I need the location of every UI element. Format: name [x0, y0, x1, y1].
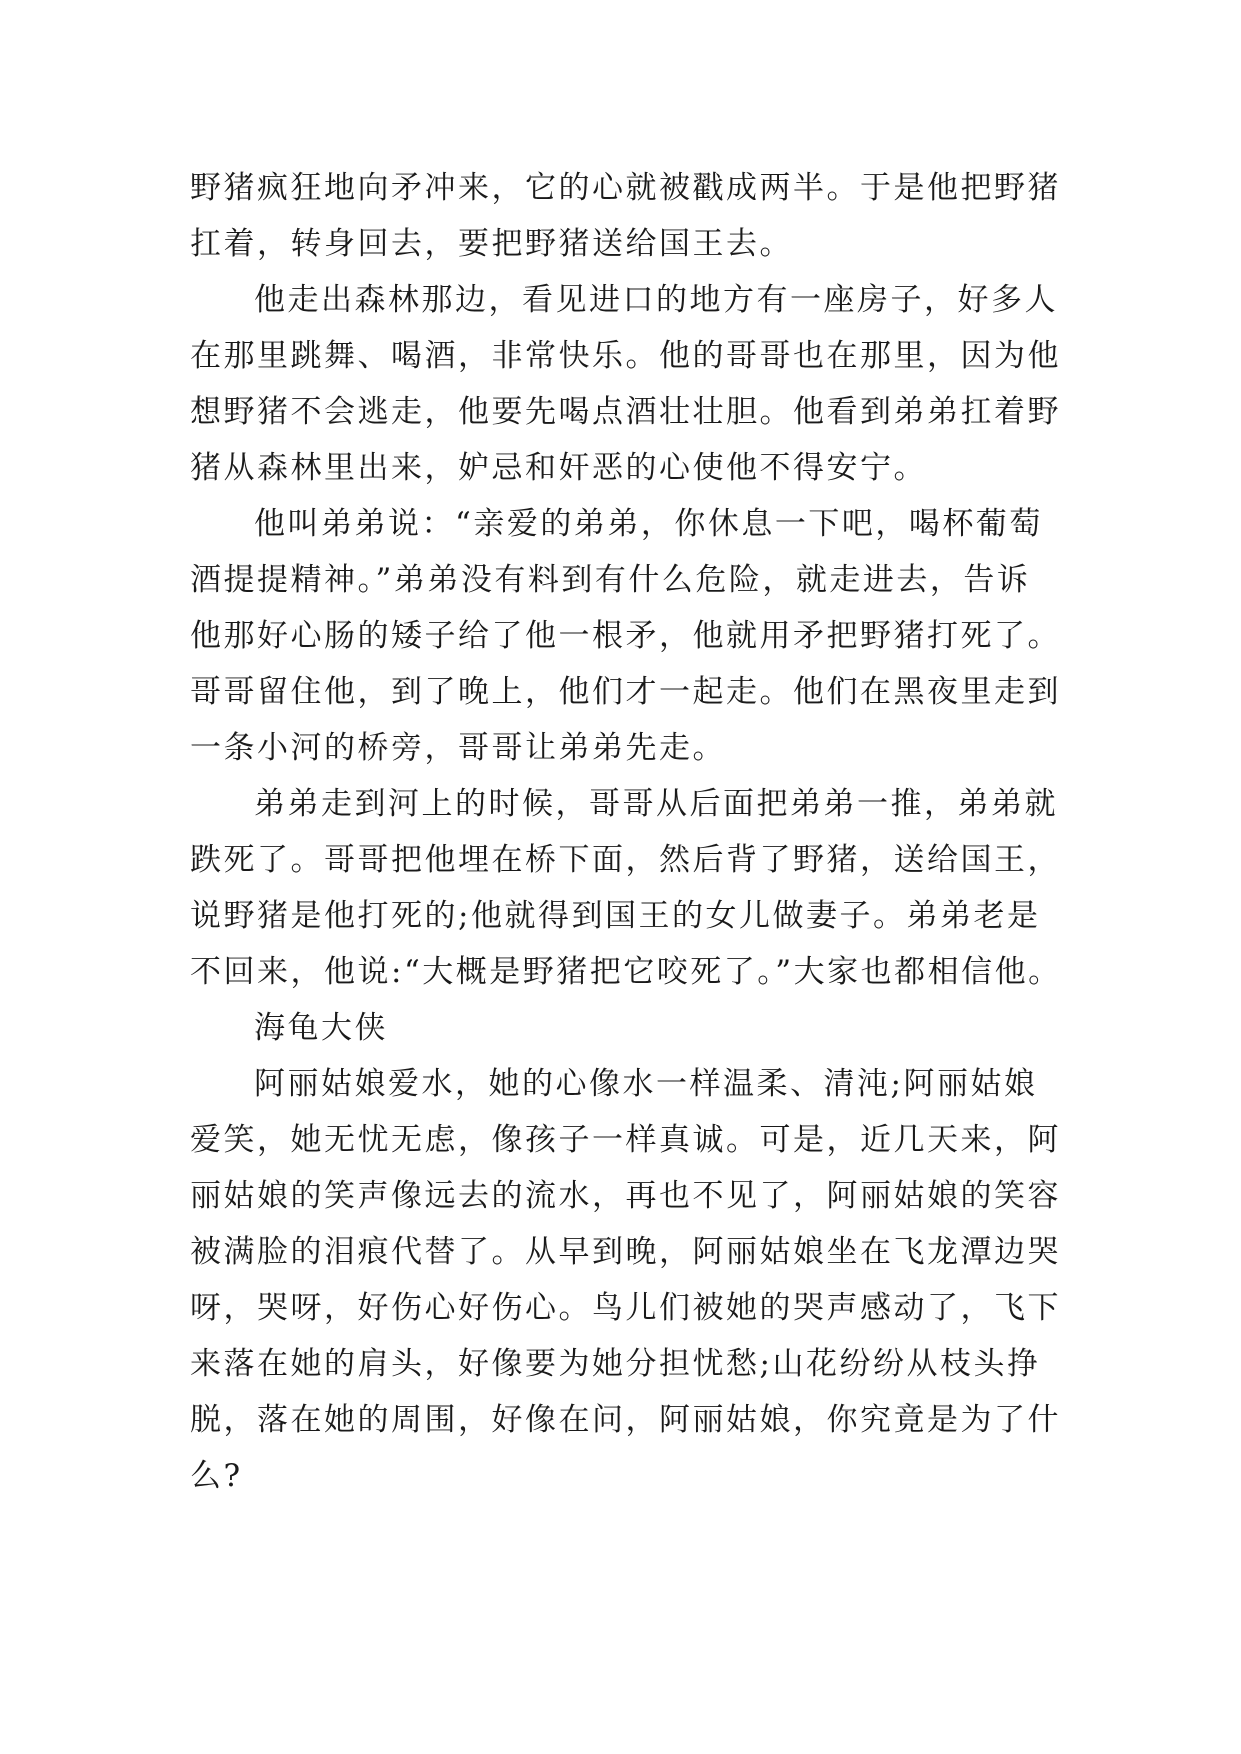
text-line: 丽姑娘的笑声像远去的流水，再也不见了，阿丽姑娘的笑容 [190, 1178, 1061, 1214]
section-heading: 海龟大侠 [254, 1010, 388, 1046]
text-line: 不回来，他说:“大概是野猪把它咬死了。”大家也都相信他。 [190, 954, 1062, 990]
document-body [190, 160, 1070, 1504]
text-line: 一条小河的桥旁，哥哥让弟弟先走。 [190, 730, 726, 766]
text-line: 呀，哭呀，好伤心好伤心。鸟儿们被她的哭声感动了，飞下 [190, 1290, 1061, 1326]
text-line: 来落在她的肩头，好像要为她分担忧愁;山花纷纷从枝头挣 [190, 1346, 1041, 1382]
text-line: 扛着，转身回去，要把野猪送给国王去。 [190, 226, 793, 262]
text-line: 他走出森林那边，看见进口的地方有一座房子，好多人 [254, 282, 1058, 318]
text-line: 想野猪不会逃走，他要先喝点酒壮壮胆。他看到弟弟扛着野 [190, 394, 1061, 430]
text-line: 野猪疯狂地向矛冲来，它的心就被戳成两半。于是他把野猪 [190, 170, 1061, 206]
text-line: 说野猪是他打死的;他就得到国王的女儿做妻子。弟弟老是 [190, 898, 1041, 934]
text-line: 么? [190, 1458, 243, 1494]
text-line: 猪从森林里出来，妒忌和奸恶的心使他不得安宁。 [190, 450, 927, 486]
text-line: 在那里跳舞、喝酒，非常快乐。他的哥哥也在那里，因为他 [190, 338, 1061, 374]
text-line: 被满脸的泪痕代替了。从早到晚，阿丽姑娘坐在飞龙潭边哭 [190, 1234, 1061, 1270]
text-line: 跌死了。哥哥把他埋在桥下面，然后背了野猪，送给国王， [190, 842, 1061, 878]
text-line: 脱，落在她的周围，好像在问，阿丽姑娘，你究竟是为了什 [190, 1402, 1061, 1438]
text-line: 哥哥留住他，到了晚上，他们才一起走。他们在黑夜里走到 [190, 674, 1061, 710]
text-line: 阿丽姑娘爱水，她的心像水一样温柔、清沌;阿丽姑娘 [254, 1066, 1038, 1102]
text-line: 弟弟走到河上的时候，哥哥从后面把弟弟一推，弟弟就 [254, 786, 1058, 822]
text-line: 酒提提精神。”弟弟没有料到有什么危险，就走进去，告诉 [190, 562, 1031, 598]
text-line: 他那好心肠的矮子给了他一根矛，他就用矛把野猪打死了。 [190, 618, 1061, 654]
text-line: 爱笑，她无忧无虑，像孩子一样真诚。可是，近几天来，阿 [190, 1122, 1061, 1158]
text-line: 他叫弟弟说：“亲爱的弟弟，你休息一下吧，喝杯葡萄 [254, 506, 1043, 542]
